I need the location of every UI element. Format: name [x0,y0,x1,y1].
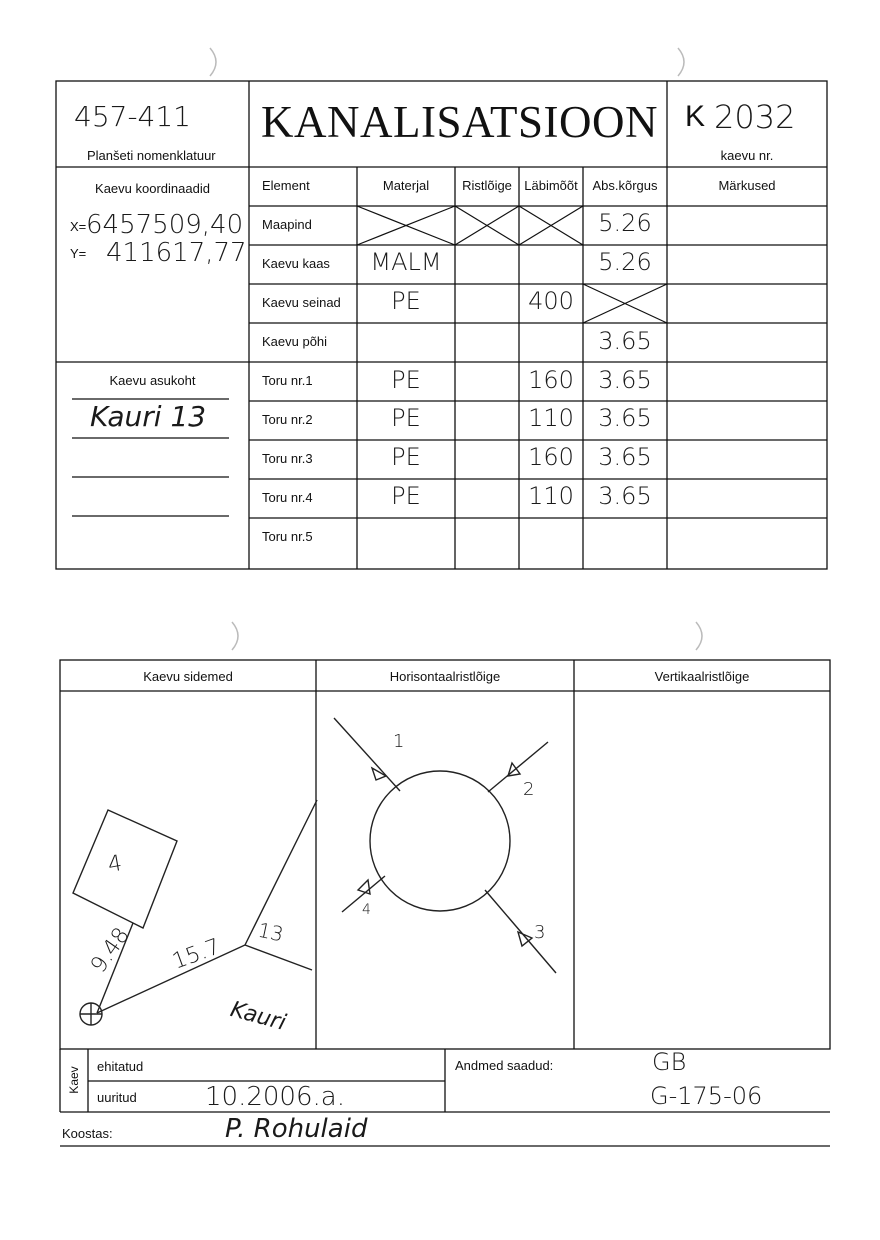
row-height: 3.65 [598,443,652,471]
header-abs-height: Abs.kõrgus [592,178,658,193]
pipe-number-3: 3 [534,922,546,943]
sketch-street-name: Kauri [227,997,289,1036]
header-well-connections: Kaevu sidemed [143,669,233,684]
row-height: 5.26 [598,248,652,276]
header-vertical-section: Vertikaalristlõige [654,669,750,684]
well-number-label: kaevu nr. [720,148,774,163]
row-height: 5.26 [598,209,652,237]
built-label: ehitatud [97,1059,144,1074]
row-material: PE [391,443,421,471]
row-material: PE [391,404,421,432]
sketch-distance-2: 15.7 [169,934,224,975]
row-element: Kaevu kaas [262,256,330,271]
compiled-label: Koostas: [62,1126,113,1141]
pipe-number-1: 1 [393,731,405,752]
y-coordinate-value: 411617,77 [106,238,247,268]
data-received-label: Andmed saadud: [455,1058,554,1073]
x-label: X= [70,219,87,234]
surveyed-label: uuritud [97,1090,137,1105]
row-material: MALM [370,248,442,276]
row-height: 3.65 [598,482,652,510]
header-diameter: Läbimõõt [524,178,578,193]
row-diameter: 160 [528,366,574,394]
row-material: PE [391,482,421,510]
data-received-value-2: G-175-06 [650,1082,763,1110]
header-cross-section: Ristlõige [462,178,512,193]
coordinates-label: Kaevu koordinaadid [95,181,210,196]
row-height: 3.65 [598,327,652,355]
surveyed-value: 10.2006.a. [205,1082,345,1112]
row-diameter: 400 [528,287,574,315]
pipe-number-4: 4 [362,902,371,918]
row-element: Toru nr.4 [262,490,313,505]
well-number: 2032 [714,98,796,136]
header-horizontal-section: Horisontaalristlõige [389,669,501,684]
location-value: Kauri 13 [90,400,207,433]
sketch-distance-1: 9.48 [86,923,135,978]
row-diameter: 160 [528,443,574,471]
row-element: Kaevu seinad [262,295,341,310]
row-diameter: 110 [528,482,574,510]
header-element: Element [262,178,310,193]
nomenclature-value: 457-411 [74,100,191,133]
form-title: KANALISATSIOON [261,97,658,147]
compiled-value: P. Rohulaid [225,1114,368,1144]
row-material: PE [391,287,421,315]
row-height: 3.65 [598,366,652,394]
well-prefix: K [685,100,706,133]
row-element: Toru nr.3 [262,451,313,466]
row-material: PE [391,366,421,394]
data-received-value-1: GB [652,1048,687,1076]
location-label: Kaevu asukoht [109,373,196,388]
row-diameter: 110 [528,404,574,432]
row-element: Maapind [262,217,312,232]
x-coordinate-value: 6457509,40 [86,210,244,240]
row-element: Toru nr.2 [262,412,313,427]
row-element: Toru nr.5 [262,529,313,544]
row-element: Toru nr.1 [262,373,313,388]
header-material: Materjal [382,178,430,193]
y-label: Y= [70,246,87,261]
pipe-number-2: 2 [523,779,535,800]
well-vertical-label: Kaev [67,1066,81,1094]
sketch-building-label: 4 [105,850,125,879]
nomenclature-label: Planšeti nomenklatuur [87,148,216,163]
location-sketch [73,800,317,1025]
sketch-house-number: 13 [255,917,286,947]
cross-section-diagram [334,718,556,973]
row-height: 3.65 [598,404,652,432]
header-remarks: Märkused [718,178,776,193]
row-element: Kaevu põhi [262,334,328,349]
